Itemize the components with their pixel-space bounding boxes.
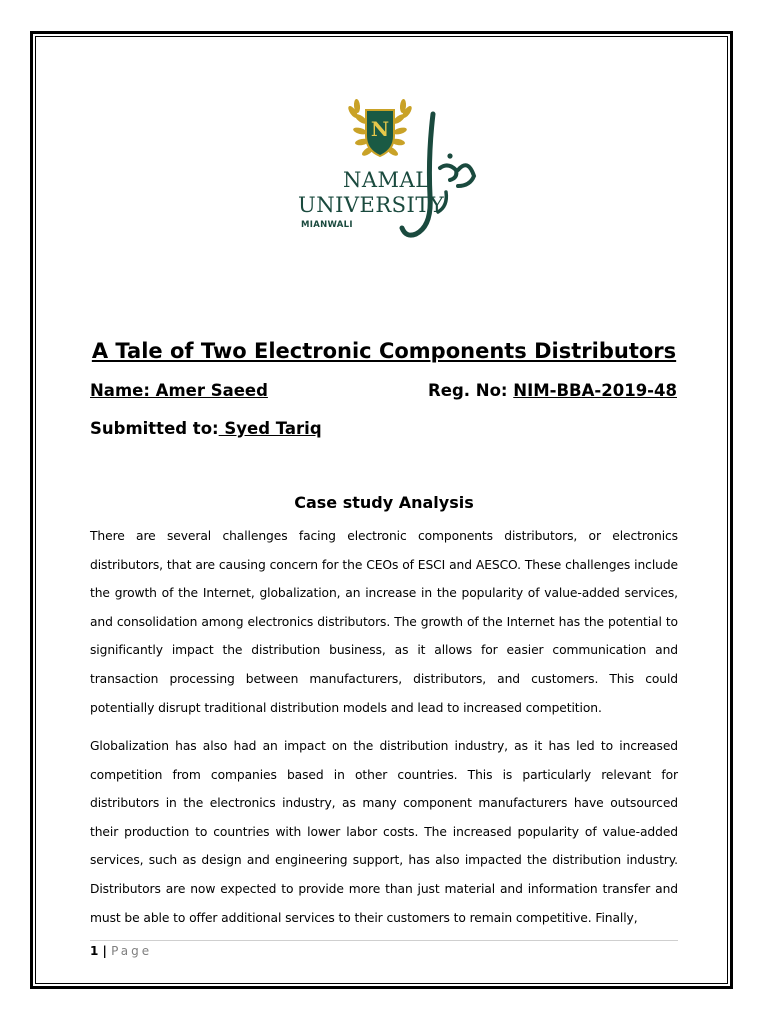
body-paragraph-2: Globalization has also had an impact on the distribution industry, as it has led to increased competition from companies based in other countries. This is particularly relevant for distributors in the electronics industry, as many component manufacturers have outsourced their production to countries with lower labor costs. The increased popularity of value-added services, such as design and engineering support, has also impacted the distribution industry. Distributors are now expected to provide more than just material and information transfer and must be able to offer additional services to their customers to remain competitive. Finally, bbox=[90, 739, 678, 925]
logo-text-university: UNIVERSITY bbox=[298, 193, 445, 217]
student-name: Name: Amer Saeed bbox=[90, 381, 268, 400]
footer-divider bbox=[90, 940, 678, 941]
registration-number bbox=[428, 380, 677, 402]
submitted-value: Syed Tariq bbox=[218, 419, 322, 438]
page-footer bbox=[90, 943, 152, 959]
body-paragraph-1: There are several challenges facing electronic components distributors, or electronics distributors, that are causing concern for the CEOs of ESCI and AESCO. These challenges include the growth of the Internet, globalization, an increase in the popularity of value-added services, and consolidation among electronics distributors. The growth of the Internet has the potential to significantly impact the distribution business, as it allows for easier communication and transaction processing between manufacturers, distributors, and customers. This could potentially disrupt traditional distribution models and lead to increased competition. bbox=[90, 529, 678, 715]
reg-label: Reg. No: bbox=[428, 381, 514, 400]
logo-text-mianwali: MIANWALI bbox=[301, 220, 353, 230]
page-label: Page bbox=[111, 944, 153, 958]
submitted-label: Submitted to: bbox=[90, 419, 219, 438]
logo-text-namal: NAMAL bbox=[343, 168, 430, 192]
document-title: A Tale of Two Electronic Components Distributors bbox=[91, 339, 677, 363]
reg-value: NIM-BBA-2019-48 bbox=[513, 381, 677, 400]
page-separator: | bbox=[98, 944, 112, 958]
submitted-to bbox=[90, 418, 322, 440]
page-number: 1 bbox=[90, 944, 99, 958]
svg-text:N: N bbox=[370, 117, 390, 141]
section-heading: Case study Analysis bbox=[294, 493, 474, 512]
